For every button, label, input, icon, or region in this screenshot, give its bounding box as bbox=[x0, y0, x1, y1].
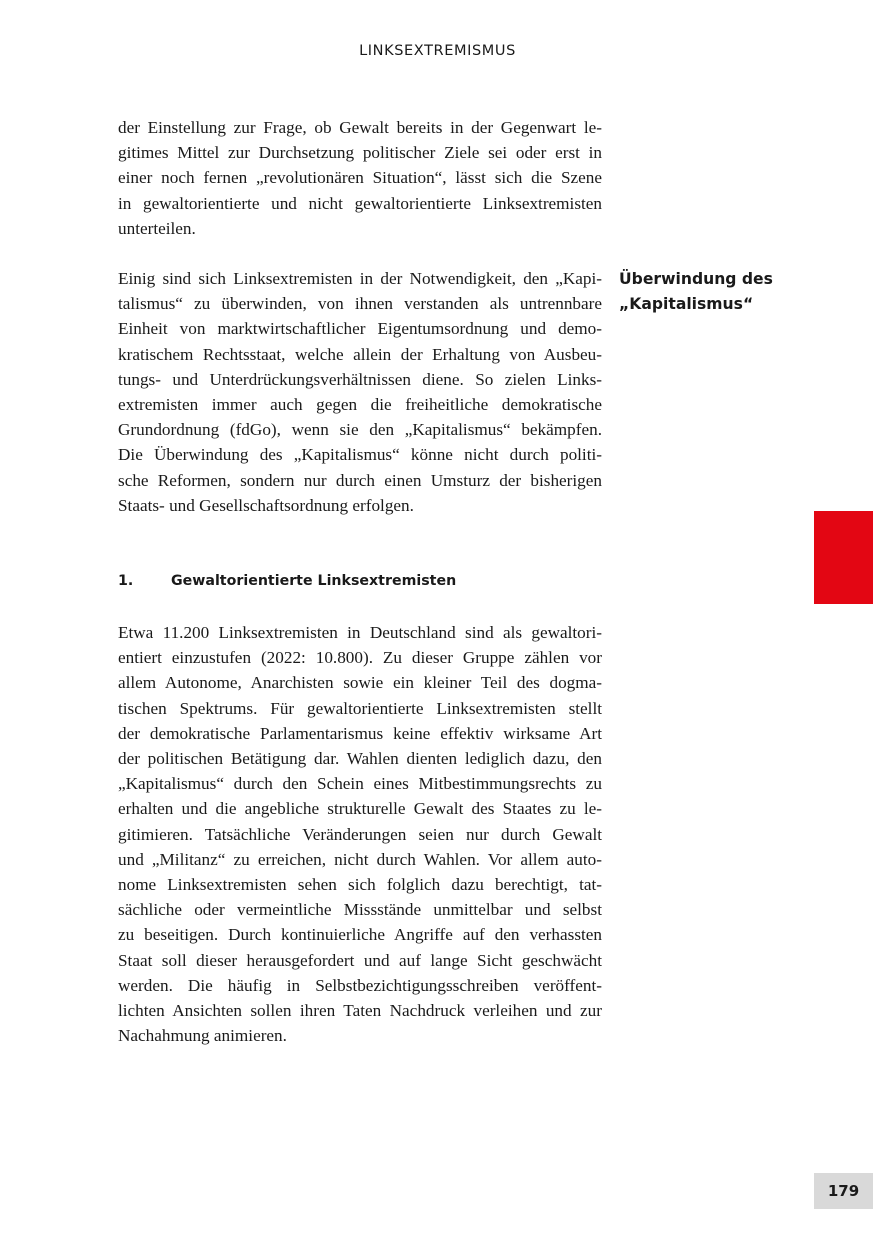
text-line: Einheit von marktwirtschaftlicher Eigentumsordnung und demo- bbox=[118, 319, 602, 339]
text-line: „Kapitalismus“ durch den Schein eines Mitbestimmungsrechts zu bbox=[118, 774, 602, 794]
text-line: nome Linksextremisten sehen sich folglich dazu berechtigt, tat- bbox=[118, 875, 602, 895]
text-line: gitimes Mittel zur Durchsetzung politischer Ziele sei oder erst in bbox=[118, 143, 602, 163]
text-line: Etwa 11.200 Linksextremisten in Deutschland sind als gewaltori- bbox=[118, 623, 602, 642]
text-line: Einig sind sich Linksextremisten in der Notwendigkeit, den „Kapi- bbox=[118, 269, 602, 288]
text-line: sche Reformen, sondern nur durch einen Umsturz der bisherigen bbox=[118, 470, 602, 490]
section-number: 1. bbox=[118, 573, 134, 589]
text-line: Die Überwindung des „Kapitalismus“ könne nicht durch politi- bbox=[118, 445, 602, 465]
page-number: 179 bbox=[814, 1173, 873, 1209]
text-line: Nachahmung animieren. bbox=[118, 1026, 287, 1046]
text-line: der Einstellung zur Frage, ob Gewalt bereits in der Gegenwart le- bbox=[118, 118, 602, 137]
body-paragraph-intro bbox=[118, 115, 602, 241]
margin-note-line: Überwindung des bbox=[619, 270, 773, 288]
text-line: der demokratische Parlamentarismus keine effektiv wirksame Art bbox=[118, 723, 602, 743]
text-line: lichten Ansichten sollen ihren Taten Nachdruck verleihen und zur bbox=[118, 1001, 602, 1021]
chapter-tab-marker bbox=[814, 511, 873, 604]
text-line: in gewaltorientierte und nicht gewaltorientierte Linksextremisten bbox=[118, 193, 602, 213]
text-line: Staat soll dieser herausgefordert und auf lange Sicht geschwächt bbox=[118, 950, 602, 970]
section-title: Gewaltorientierte Linksextremisten bbox=[171, 573, 457, 589]
text-line: tungs- und Unterdrückungsverhältnissen diene. So zielen Links- bbox=[118, 369, 602, 389]
text-line: extremisten immer auch gegen die freiheitliche demokratische bbox=[118, 395, 602, 415]
text-line: kratischem Rechtsstaat, welche allein der Erhaltung von Ausbeu- bbox=[118, 344, 602, 364]
text-line: zu beseitigen. Durch kontinuierliche Angriffe auf den verhassten bbox=[118, 925, 602, 945]
text-line: der politischen Betätigung dar. Wahlen dienten lediglich dazu, den bbox=[118, 749, 602, 769]
text-line: allem Autonome, Anarchisten sowie ein kleiner Teil des dogma- bbox=[118, 673, 602, 693]
text-line: sächliche oder vermeintliche Missstände unmittelbar und selbst bbox=[118, 900, 602, 920]
margin-note-line: „Kapitalismus“ bbox=[619, 295, 754, 313]
text-line: unterteilen. bbox=[118, 218, 196, 238]
text-line: und „Militanz“ zu erreichen, nicht durch Wahlen. Vor allem auto- bbox=[118, 849, 602, 869]
margin-note-heading bbox=[619, 267, 819, 317]
text-line: entiert einzustufen (2022: 10.800). Zu dieser Gruppe zählen vor bbox=[118, 648, 602, 668]
text-line: Grundordnung (fdGo), wenn sie den „Kapitalismus“ bekämpfen. bbox=[118, 420, 602, 440]
section-heading bbox=[118, 570, 456, 592]
text-line: einer noch fernen „revolutionären Situation“, lässt sich die Szene bbox=[118, 168, 602, 188]
running-header: LINKSEXTREMISMUS bbox=[359, 43, 516, 59]
text-line: erhalten und die angebliche strukturelle Gewalt des Staates zu le- bbox=[118, 799, 602, 819]
body-paragraph-kapitalismus bbox=[118, 266, 602, 518]
text-line: talismus“ zu überwinden, von ihnen verstanden als untrennbare bbox=[118, 294, 602, 314]
text-line: gitimieren. Tatsächliche Veränderungen seien nur durch Gewalt bbox=[118, 824, 602, 844]
text-line: werden. Die häufig in Selbstbezichtigungsschreiben veröffent- bbox=[118, 975, 602, 995]
body-paragraph-gewaltorientiert bbox=[118, 620, 602, 1048]
text-line: Staats- und Gesellschaftsordnung erfolgen. bbox=[118, 495, 414, 515]
text-line: tischen Spektrums. Für gewaltorientierte Linksextremisten stellt bbox=[118, 698, 602, 718]
